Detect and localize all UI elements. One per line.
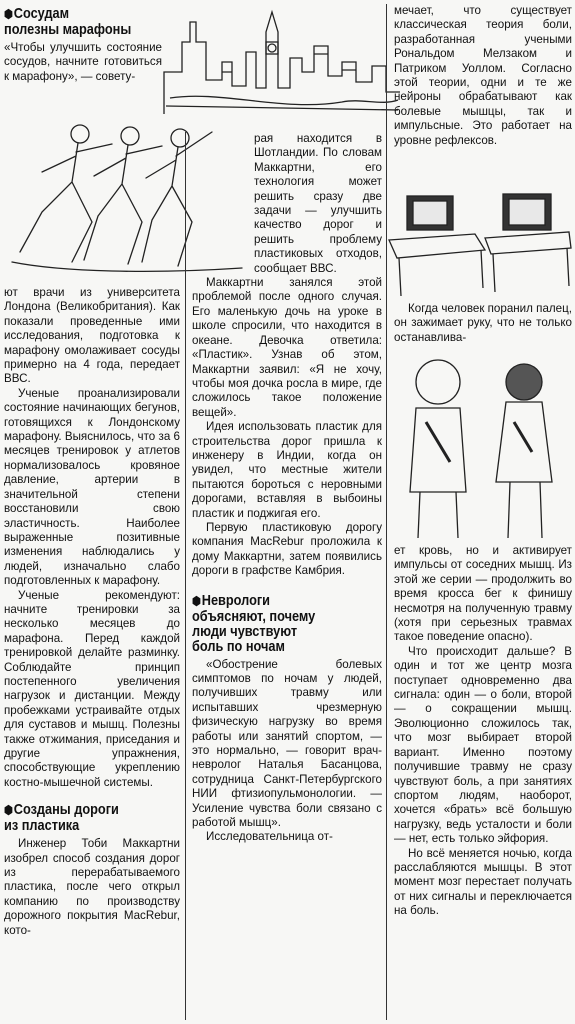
article2-continued: рая находится в Шотландии. По словам Маккартни, его технология может решить сразу две задачи — улучшить качество дорог и решить проблему пластиковых отходов, сообщает ВВС.: [254, 132, 382, 275]
people-illustration: [390, 352, 573, 540]
article3-headline-text: Неврологи объясняют, почему люди чувствуют боль по ночам: [192, 591, 316, 655]
article2-paragraph-2: Маккартни занялся этой проблемой после одного случая. Его маленькую дочь на уроке в школе спросили, что находится в океане. Девочка ответила: «Пластик». Узнав об этом, Маккартни заявил: «Я не хочу, чтобы моя дочка росла в мире, где сложилось такое положение вещей».: [192, 276, 382, 419]
article1-headline-text: Сосудам полезны марафоны: [4, 5, 132, 38]
column-3-middle: [394, 302, 572, 345]
bullet-icon: ⬢: [4, 7, 13, 21]
bullet-icon: ⬢: [4, 803, 13, 818]
column-1: [4, 286, 180, 938]
article1-top: [4, 6, 162, 84]
column-3-top: [394, 4, 572, 148]
article2-paragraph-3: Идея использовать пластик для строительства дорог пришла к инженеру в Индии, когда он увидел, что местные жители пытаются бороться с неровными дорогами, вставляя в выбоины пластик и поджигая его.: [192, 420, 382, 520]
computers-illustration: [385, 188, 573, 300]
article1-continued: ют врачи из университета Лондона (Великобритания). Как показали проведенные ими исследования, подготовка к марафону омолаживает сосуды примерно на 4 года, передает ВВС.: [4, 286, 180, 386]
article1-intro: «Чтобы улучшить состояние сосудов, начните готовиться к марафону», — совету-: [4, 41, 162, 83]
column-divider: [185, 132, 186, 1020]
article3-continued: мечает, что существует классическая теория боли, разработанная учеными Рональдом Мелзаком и Патриком Уоллом. Согласно этой теории, одни и те же нейроны обрабатывают как болевые мышцы, так и импульсные. Это работает на уровне рефлексов.: [394, 4, 572, 147]
article1-paragraph-2: Ученые проанализировали состояние начинающих бегунов, готовящихся к Лондонскому марафону. Выяснилось, что за 6 месяцев тренировок у атлетов нормализовалось кровяное давление, артерии в значительной степени восстановили свою эластичность. Наиболее выраженные позитивные изменения наблюдались у людей, изначально слабо подготовленных к марафону.: [4, 386, 180, 588]
city-skyline-illustration: [162, 2, 402, 122]
article3-headline: [192, 593, 354, 654]
article2-headline: [4, 802, 154, 833]
article3-paragraph-4: Что происходит дальше? В один и тот же центр мозга поступает одновременно два сигнала: один — о боли, второй — о сокращении мышц. Эволюционно сложилось так, что мозг выбирает второй вариант. Именно поэтому получившие травму не сразу чувствуют боль, а при занятиях спортом людям, наоборот, хочется «брать» всё большую нагрузку, ведь усталости и боли — нет, есть только эйфория.: [394, 644, 572, 846]
column-3-bottom: [394, 544, 572, 919]
article2-paragraph-4: Первую пластиковую дорогу компания MacRebur проложила к дому Маккартни, затем появились дороги в графстве Камбрия.: [192, 520, 382, 578]
column-2: [192, 132, 382, 845]
article3-paragraph-5: Но всё меняется ночью, когда расслабляются мышцы. В этот момент мозг перестает получать от них сигналы и переключается на боль.: [394, 846, 572, 918]
article2-headline-text: Созданы дороги из пластика: [4, 801, 119, 835]
article3-paragraph-3: Когда человек поранил палец, он зажимает руку, что не только останавлива-: [394, 302, 572, 344]
article1-headline: [4, 6, 138, 37]
article2-paragraph-1: Инженер Тоби Маккартни изобрел способ создания дорог из перерабатываемого пластика, после чего открыл компанию по производству дорожного покрытия MacRebur, кото-: [4, 837, 180, 937]
bullet-icon: ⬢: [192, 593, 201, 608]
article1-paragraph-3: Ученые рекомендуют: начните тренировки за несколько месяцев до марафона. Перед каждой тренировкой делайте разминку. Соблюдайте принцип постепенного увеличения нагрузок и дистанции. Между пробежками устраивайте отдых для суставов и мышц. Полезны также отжимания, приседания и другие упражнения, способствующие укреплению костно-мышечной системы.: [4, 588, 180, 789]
article3-paragraph-1: «Обострение болевых симптомов по ночам у людей, получивших травму или испытавших чрезмерную физическую нагрузку во время работы или занятий спортом, — это нормально, — говорит врач-невролог Наталья Басанцова, сотрудница Санкт-Петербургского НИИ фтизиопульмонологии. — Усиление чувства боли связано с работой мышц».: [192, 657, 382, 830]
article3-continued-2: ет кровь, но и активирует импульсы от соседних мышц. Из этой же серии — продолжить во время кросса бег к финишу несмотря на полученную травму (хотя при серьезных травмах такое поведение опасно).: [394, 544, 572, 644]
article3-paragraph-2: Исследовательница от-: [206, 830, 333, 844]
column-divider: [386, 4, 387, 1020]
